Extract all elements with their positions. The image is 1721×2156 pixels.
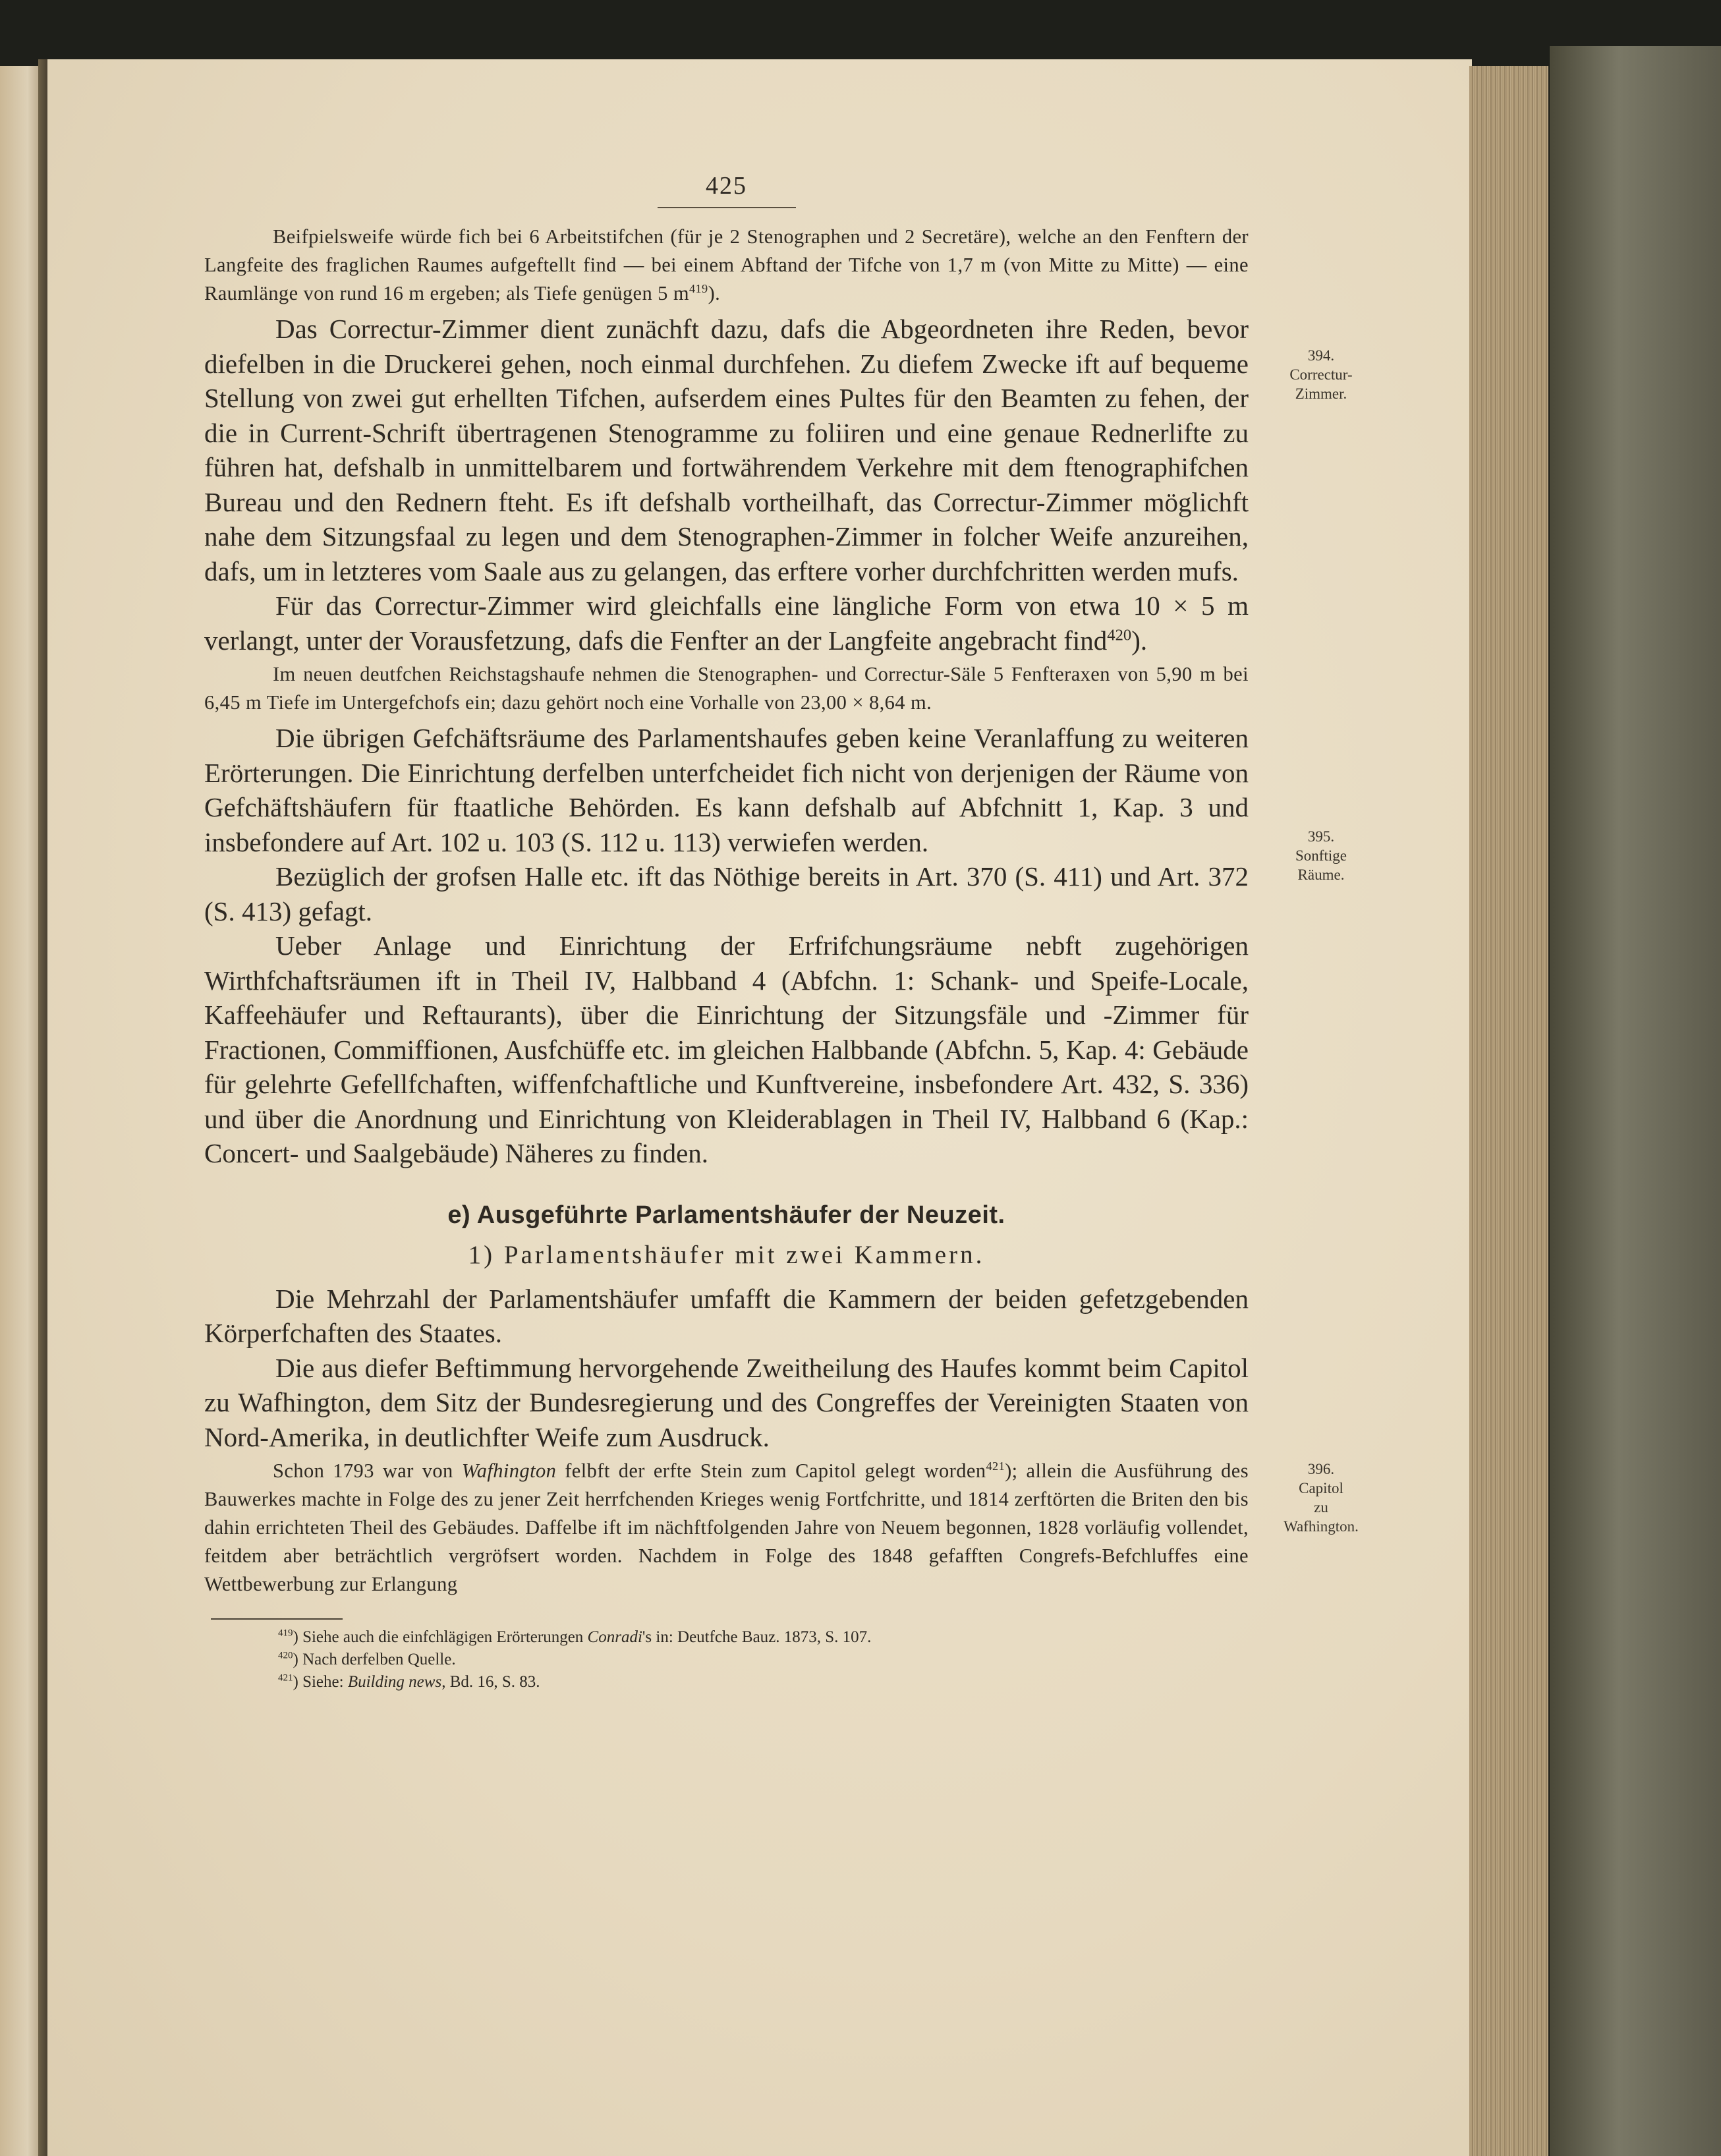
italic-title: Building news bbox=[347, 1673, 442, 1691]
text: ). bbox=[708, 282, 721, 304]
paragraph-small-1 bbox=[204, 223, 1249, 308]
margin-note-line: Sonftige bbox=[1295, 847, 1347, 864]
text: ); allein die Ausführung des Bauwerkes machte in Folge des zu jener Zeit herrfchenden Krieges wenig Fortfchritte, und 1814 zerftörten die Briten den bis dahin errichteten Theil des Gebäudes. Daffelbe ift im nächftfolgenden Jahre von Neuem begonnen, 1828 vorläufig vollendet, feitdem aber beträchtlich vergröfsert worden. Nachdem in Folge des 1848 gefafften Congrefs-Befchluffes eine Wettbewerbung zur Erlangung bbox=[204, 1460, 1249, 1595]
margin-note-line: Capitol bbox=[1299, 1480, 1343, 1496]
text: ). bbox=[1131, 625, 1148, 656]
paragraph-hall: Bezüglich der grofsen Halle etc. ift das Nöthige bereits in Art. 370 (S. 411) und Art. 372 (S. 413) gefagt. bbox=[204, 861, 1249, 926]
text: 's in: Deutfche Bauz. 1873, S. 107. bbox=[642, 1628, 872, 1646]
italic-name: Conradi bbox=[587, 1628, 642, 1646]
margin-note-number: 394. bbox=[1307, 347, 1335, 364]
text: Schon 1793 war von bbox=[273, 1460, 453, 1482]
page-number: 425 bbox=[658, 171, 796, 208]
text: ) Siehe auch die einfchlägigen Erörterungen bbox=[293, 1628, 588, 1646]
margin-note-line: zu bbox=[1314, 1499, 1328, 1516]
paragraph-refreshment: Ueber Anlage und Einrichtung der Erfrifchungsräume nebft zugehörigen Wirthfchaftsräumen ift in Theil IV, Halbband 4 (Abfchn. 1: Schank- und Speife-Locale, Kaffeehäufer und Reftaurants), über die Einrichtung der Sitzungsfäle und -Zimmer für Fractionen, Commiffionen, Ausfchüffe etc. im gleichen Halbbande (Abfchn. 5, Kap. 4: Gebäude für gelehrte Gefellfchaften, wiffenfchaftliche und Kunftvereine, insbefondere Art. 432, S. 336) und über die Anordnung und Einrichtung von Kleiderablagen in Theil IV, Halbband 6 (Kap.: Concert- und Saalgebäude) Näheres zu finden. bbox=[204, 930, 1249, 1168]
footnote-421 bbox=[204, 1671, 1249, 1693]
text: Beifpielsweife würde fich bei 6 Arbeitstifchen (für je 2 Stenographen und 2 Secretäre), welche an den Fenftern der Langfeite des fraglichen Raumes aufgeftellt find — bei einem Abftand der Tifche von 1,7 m (von Mitte zu Mitte) — eine Raumlänge von rund 16 m ergeben; als Tiefe genügen 5 m bbox=[204, 225, 1249, 304]
footnote-number: 421 bbox=[278, 1672, 293, 1684]
paragraph-correctur-size bbox=[204, 588, 1249, 658]
margin-note-line: Correctur- bbox=[1289, 366, 1353, 383]
paragraph-small-3 bbox=[204, 1457, 1249, 1599]
margin-note-396 bbox=[1262, 1460, 1380, 1536]
paragraph-other-rooms: Die übrigen Gefchäftsräume des Parlamentshaufes geben keine Veranlaffung zu weiteren Erörterungen. Die Einrichtung derfelben unterfcheidet fich nicht von derjenigen der Räume von Gefchäftshäufern für ftaatliche Behörden. Es kann defshalb auf Abfchnitt 1, Kap. 3 und insbefondere auf Art. 102 u. 103 (S. 112 u. 113) verwiefen werden. bbox=[204, 723, 1249, 857]
margin-note-395 bbox=[1262, 827, 1380, 884]
footnote-ref-421: 421 bbox=[986, 1459, 1005, 1473]
text: ) Nach derfelben Quelle. bbox=[293, 1651, 456, 1668]
text: ) Siehe: bbox=[293, 1673, 348, 1691]
paragraph-majority: Die Mehrzahl der Parlamentshäufer umfafft die Kammern der beiden gefetzgebenden Körperfchaften des Staates. bbox=[204, 1283, 1249, 1348]
text: , Bd. 16, S. 83. bbox=[441, 1673, 540, 1691]
margin-note-line: Zimmer. bbox=[1295, 385, 1347, 402]
paragraph-capitol: Die aus diefer Beftimmung hervorgehende Zweitheilung des Haufes kommt beim Capitol zu Wafhington, dem Sitz der Bundesregierung und des Congreffes der Vereinigten Staaten von Nord-Amerika, in deutlichfter Weife zum Ausdruck. bbox=[204, 1352, 1249, 1452]
page-content bbox=[204, 171, 1249, 1693]
paragraph-correctur-zimmer: Das Correctur-Zimmer dient zunächft dazu, dafs die Abgeordneten ihre Reden, bevor diefelben in die Druckerei gehen, noch einmal durchfehen. Zu diefem Zwecke ift auf bequeme Stellung von zwei gut erhellten Tifchen, aufserdem eines Pultes für den Beamten zu fehen, der die in Current-Schrift übertragenen Stenogramme zu foliiren und eine genaue Rednerlifte zu führen hat, defshalb in unmittelbarem und fortwährendem Verkehre mit dem ftenographifchen Bureau und den Rednern fteht. Es ift defshalb vortheilhaft, das Correctur-Zimmer möglichft nahe dem Sitzungsfaal zu legen und dem Stenographen-Zimmer in folcher Weife anzureihen, dafs, um in letzteres vom Saale aus zu gelangen, das erftere vorher durchfchritten werden mufs. bbox=[204, 314, 1249, 586]
footnote-ref-420: 420 bbox=[1107, 625, 1132, 644]
page-edges bbox=[1469, 66, 1548, 2156]
footnote-ref-419: 419 bbox=[689, 281, 708, 295]
section-subheading: 1) Parlamentshäufer mit zwei Kammern. bbox=[468, 1240, 985, 1269]
footnote-number: 420 bbox=[278, 1650, 293, 1661]
margin-note-number: 395. bbox=[1307, 828, 1335, 845]
footnote-419 bbox=[204, 1626, 1249, 1649]
margin-note-line: Wafhington. bbox=[1284, 1518, 1359, 1535]
book-cover bbox=[1550, 46, 1721, 2156]
italic-name: Wafhington bbox=[461, 1460, 557, 1482]
text: felbft der erfte Stein zum Capitol gelegt worden bbox=[565, 1460, 986, 1482]
section-heading: e) Ausgeführte Parlamentshäufer der Neuzeit. bbox=[447, 1201, 1005, 1229]
footnote-420 bbox=[204, 1649, 1249, 1671]
paragraph-small-2: Im neuen deutfchen Reichstagshaufe nehmen die Stenographen- und Correctur-Säle 5 Fenfteraxen von 5,90 m bei 6,45 m Tiefe im Untergefchofs ein; dazu gehört noch eine Vorhalle von 23,00 × 8,64 m. bbox=[204, 663, 1249, 714]
text: Für das Correctur-Zimmer wird gleichfalls eine längliche Form von etwa 10 × 5 m verlangt, unter der Vorausfetzung, dafs die Fenfter an der Langfeite angebracht find bbox=[204, 590, 1249, 656]
margin-note-394 bbox=[1262, 346, 1380, 403]
footnote-rule bbox=[211, 1618, 343, 1620]
footnote-number: 419 bbox=[278, 1628, 293, 1639]
margin-note-line: Räume. bbox=[1297, 866, 1345, 883]
margin-note-number: 396. bbox=[1307, 1461, 1335, 1477]
